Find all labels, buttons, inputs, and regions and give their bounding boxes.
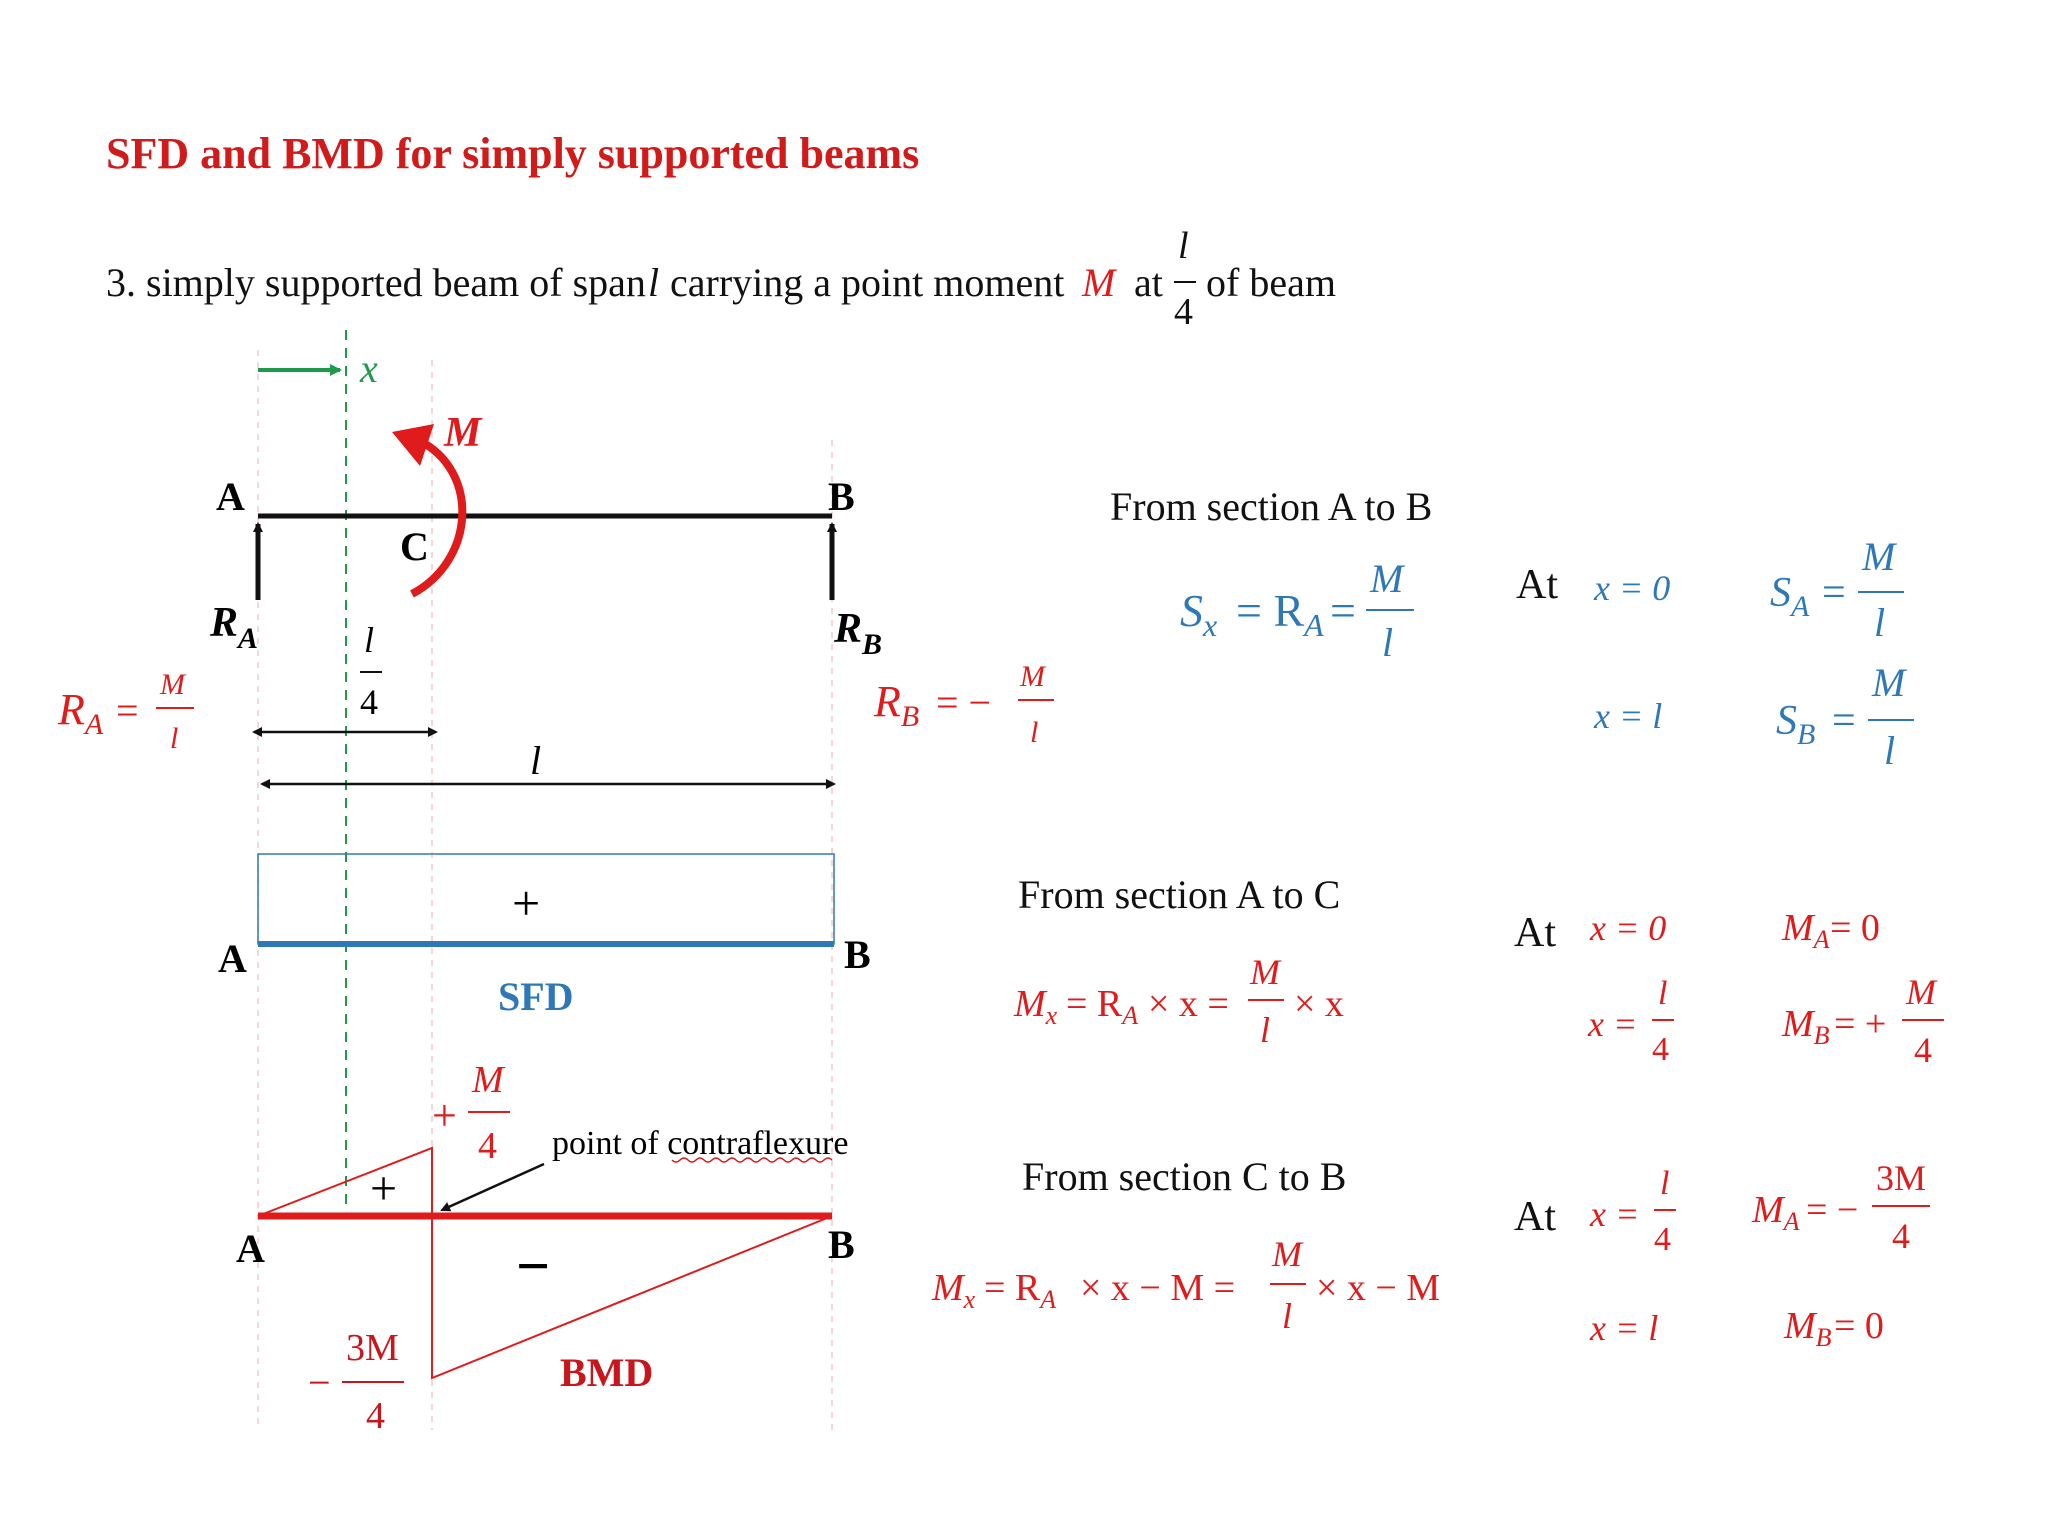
svg-text:4: 4 <box>366 1395 385 1437</box>
section-ac <box>1013 872 1944 1070</box>
reaction-b-label: $R_B$ <box>834 606 883 661</box>
section-ac-c2-value <box>1781 972 1944 1070</box>
svg-text:MA: $M_A$ <box>1782 907 1830 954</box>
svg-text:= −: = − <box>1806 1189 1859 1231</box>
svg-text:× x − M =: × x − M = <box>1080 1267 1236 1309</box>
section-cb-c2-x: x = l <box>1590 1308 1659 1348</box>
frac-den: 4 <box>1174 291 1193 333</box>
problem-statement <box>106 225 1336 333</box>
section-ab-c2-x: x = l <box>1594 696 1663 736</box>
sfd-label-b: B <box>844 932 871 977</box>
beam-label-b: B <box>828 474 855 519</box>
section-cb-equation <box>931 1234 1440 1336</box>
reaction-a-value <box>57 668 194 755</box>
svg-text:4: 4 <box>1654 1221 1671 1258</box>
svg-text:l: l <box>1260 1010 1271 1050</box>
svg-text:x =: x = <box>1590 1194 1640 1234</box>
svg-text:l: l <box>1658 975 1668 1012</box>
section-ac-c1-value <box>1781 907 1880 954</box>
svg-text:Mx: $M_x$ <box>1014 983 1058 1030</box>
section-cb-c2-value <box>1783 1305 1884 1352</box>
section-ab <box>1110 484 1914 773</box>
svg-text:4: 4 <box>478 1125 497 1167</box>
svg-text:× x: × x <box>1294 983 1344 1025</box>
svg-text:= +: = + <box>1834 1003 1887 1045</box>
section-ab-equation <box>1180 556 1414 665</box>
page-title: SFD and BMD for simply supported beams <box>106 129 920 178</box>
section-cb-at: At <box>1514 1194 1556 1240</box>
beam-label-a: A <box>216 474 245 519</box>
section-ac-c2-x <box>1587 975 1674 1068</box>
contraflexure-label: point of contraflexure <box>552 1125 849 1162</box>
quarter-num: l <box>364 620 375 660</box>
bmd-label: BMD <box>560 1350 654 1395</box>
svg-text:SA: $S_A$ <box>1770 570 1810 623</box>
section-cb-c1-value <box>1751 1158 1930 1256</box>
svg-text:MA: $M_A$ <box>1752 1189 1800 1236</box>
svg-text:MB: $M_B$ <box>1784 1305 1832 1352</box>
section-ab-heading: From section A to B <box>1110 484 1433 529</box>
svg-text:l: l <box>1282 1296 1293 1336</box>
bmd-label-a: A <box>236 1226 265 1271</box>
svg-text:l: l <box>1660 1165 1670 1202</box>
svg-text:MB: $M_B$ <box>1782 1003 1830 1050</box>
section-cb-heading: From section C to B <box>1022 1154 1347 1199</box>
svg-text:Sx: $S_x$ <box>1180 585 1218 643</box>
section-ac-equation <box>1013 952 1344 1050</box>
reaction-b-value <box>873 660 1054 749</box>
frac-num: l <box>1178 225 1189 267</box>
svg-text:l: l <box>1382 620 1394 665</box>
svg-text:M: M <box>1862 534 1896 579</box>
section-ab-c1-value <box>1770 534 1904 645</box>
svg-text:M: M <box>1872 660 1906 705</box>
svg-text:l: l <box>1030 716 1039 749</box>
svg-text:RA: $R_A$ <box>58 685 104 741</box>
svg-text:=: = <box>1822 570 1846 616</box>
bmd-plus-sign: + <box>370 1162 398 1215</box>
svg-text:= 0: = 0 <box>1834 1305 1884 1347</box>
svg-text:=: = <box>1330 585 1356 636</box>
span-symbol: l <box>648 260 660 305</box>
svg-text:=: = <box>1832 698 1856 744</box>
svg-text:M: M <box>1370 556 1404 601</box>
svg-text:4: 4 <box>1892 1216 1910 1256</box>
x-label: x <box>360 346 378 391</box>
section-ab-c1-x: x = 0 <box>1594 568 1671 608</box>
svg-text:3M: 3M <box>346 1327 399 1369</box>
section-ab-c2-value <box>1776 660 1914 773</box>
svg-text:= −: = − <box>936 680 992 725</box>
svg-text:= RA: = $R_A$ <box>1236 585 1324 643</box>
svg-text:4: 4 <box>1914 1030 1932 1070</box>
svg-text:l: l <box>170 722 179 755</box>
bmd-peak-negative <box>308 1327 404 1437</box>
svg-text:l: l <box>1884 728 1896 773</box>
quarter-den: 4 <box>360 682 378 722</box>
svg-text:3M: 3M <box>1876 1158 1927 1198</box>
contraflexure-arrow <box>442 1164 544 1210</box>
svg-text:M: M <box>1272 1234 1302 1274</box>
bmd-minus-sign: − <box>516 1233 551 1299</box>
svg-text:=: = <box>116 688 139 733</box>
problem-text-at: at <box>1134 260 1163 305</box>
svg-text:= RA: = $R_A$ <box>984 1267 1057 1314</box>
sfd-sign: + <box>512 875 541 931</box>
problem-text-mid: carrying a point moment <box>670 260 1065 305</box>
section-ac-c1-x: x = 0 <box>1590 908 1667 948</box>
svg-text:+: + <box>432 1091 457 1140</box>
sfd-label-a: A <box>218 936 247 981</box>
svg-text:= RA: = $R_A$ <box>1066 983 1139 1030</box>
svg-text:RB: $R_B$ <box>874 677 920 733</box>
problem-text-after: of beam <box>1206 260 1336 305</box>
span-label: l <box>530 738 542 783</box>
svg-text:M: M <box>160 668 185 701</box>
svg-text:M: M <box>1020 660 1045 693</box>
moment-label: M <box>444 410 482 456</box>
section-cb-c1-x <box>1589 1165 1676 1258</box>
sfd-area <box>258 854 834 944</box>
section-ac-heading: From section A to C <box>1018 872 1341 917</box>
section-ac-at: At <box>1514 910 1556 956</box>
reaction-a-label: $R_A$ <box>210 600 259 655</box>
problem-text-before: 3. simply supported beam of span <box>106 260 646 305</box>
section-ab-at: At <box>1516 562 1558 608</box>
bmd-peak-positive <box>432 1059 510 1167</box>
svg-text:−: − <box>308 1360 331 1405</box>
sfd-label: SFD <box>498 974 574 1019</box>
beam-label-c: C <box>400 524 429 569</box>
section-cb <box>931 1154 1930 1352</box>
svg-text:M: M <box>472 1059 504 1101</box>
svg-text:4: 4 <box>1652 1031 1669 1068</box>
svg-text:= 0: = 0 <box>1830 907 1880 949</box>
svg-text:l: l <box>1874 600 1886 645</box>
svg-text:SB: $S_B$ <box>1776 698 1816 751</box>
svg-text:x =: x = <box>1588 1004 1638 1044</box>
svg-text:M: M <box>1906 972 1936 1012</box>
svg-text:Mx: $M_x$ <box>932 1267 976 1314</box>
bmd-label-b: B <box>828 1222 855 1267</box>
svg-text:× x − M: × x − M <box>1316 1267 1441 1309</box>
svg-text:× x =: × x = <box>1148 983 1229 1025</box>
moment-symbol: M <box>1082 260 1116 305</box>
svg-text:M: M <box>1250 952 1280 992</box>
